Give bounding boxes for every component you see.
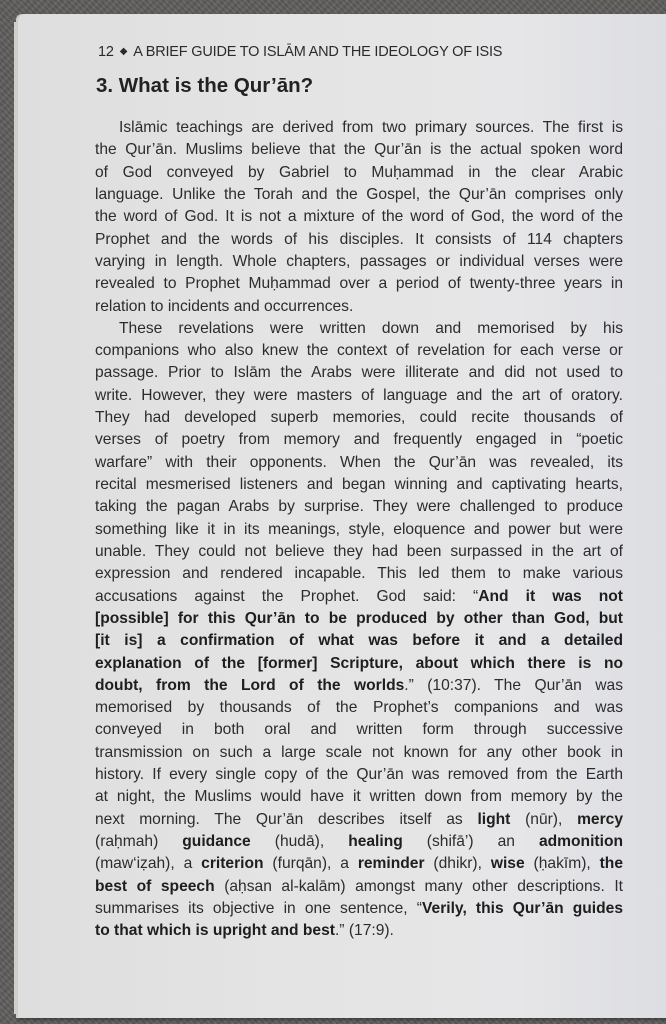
text-run: (nūr),: [510, 810, 578, 828]
text-line: [95, 675, 623, 697]
text-line: [95, 117, 623, 139]
section-title: 3. What is the Qur’ān?: [96, 74, 314, 97]
text-line: [95, 653, 623, 675]
text-line: [95, 697, 623, 719]
diamond-icon: ◆: [119, 46, 128, 57]
text-run: next morning. The Qur’ān describes itself as: [95, 810, 478, 828]
text-run: history. If every single copy of the Qur’ān was removed from the Earth: [95, 766, 623, 784]
text-run: (hudā),: [250, 833, 349, 850]
text-line: [95, 229, 623, 251]
text-run: .” (10:37). The Qur’ān was: [404, 676, 623, 694]
text-line: [95, 184, 623, 206]
bold-run: to that which is upright and best: [95, 922, 335, 940]
bold-run: admonition: [538, 833, 623, 850]
text-run: recital mesmerised listeners and began winning and captivating hearts,: [95, 476, 623, 493]
text-line: [95, 898, 623, 920]
text-line: [95, 630, 623, 652]
text-line: [95, 608, 623, 630]
text-run: something like it in its meanings, style, eloquence and power but were: [95, 520, 623, 538]
bold-run: criterion: [201, 855, 264, 873]
text-line: [95, 407, 623, 429]
bold-run: best of speech: [95, 877, 215, 895]
text-line: [95, 719, 623, 741]
text-run: varying in length. Whole chapters, passages or individual verses were: [95, 252, 623, 270]
text-run: (ḥakīm),: [524, 855, 600, 873]
bold-run: healing: [348, 833, 403, 850]
text-line: [95, 251, 623, 273]
text-run: (furqān), a: [263, 855, 358, 873]
text-run: (shifā’) an: [402, 833, 539, 850]
text-run: relation to incidents and occurrences.: [95, 297, 354, 315]
text-run: companions who also knew the context of revelation for each verse or: [95, 342, 623, 360]
text-line: [95, 429, 623, 451]
bold-run: [it is] a confirmation of what was before it and a detailed: [95, 632, 623, 650]
text-line: [95, 519, 623, 541]
text-run: (maw‘iẓah), a: [95, 855, 202, 873]
text-run: warfare” with their opponents. When the Qur’ān was revealed, its: [95, 453, 623, 471]
text-run: accusations against the Prophet. God said: “: [95, 587, 479, 605]
text-line: [95, 831, 623, 853]
bold-run: wise: [490, 855, 525, 873]
text-run: memorised by thousands of the Prophet’s companions and was: [95, 699, 623, 717]
text-line: [95, 318, 623, 340]
bold-run: explanation of the [former] Scripture, about which there is no: [95, 654, 623, 672]
text-run: (dhikr),: [424, 855, 491, 873]
text-run: unable. They could not believe they had been surpassed in the art of: [95, 542, 623, 560]
bold-run: [possible] for this Qur’ān to be produced by other than God, but: [95, 609, 623, 627]
text-run: conveyed in both oral and written form through successive: [95, 721, 623, 739]
text-run: Islāmic teachings are derived from two primary sources. The first is: [119, 119, 623, 136]
bold-run: Verily, this Qur’ān guides: [421, 899, 623, 917]
text-run: the Qur’ān. Muslims believe that the Qur’ān is the actual spoken word: [95, 141, 623, 159]
text-run: expression and rendered incapable. This led them to make various: [95, 565, 623, 583]
text-run: verses of poetry from memory and frequently engaged in “poetic: [95, 431, 623, 449]
text-line: [95, 206, 623, 228]
text-line: [95, 541, 623, 563]
text-run: (raḥmah): [95, 833, 183, 850]
text-run: revealed to Prophet Muḥammad over a period of twenty-three years in: [95, 275, 623, 293]
text-line: [95, 162, 623, 184]
book-title: A BRIEF GUIDE TO ISLĀM AND THE IDEOLOGY OF ISIS: [133, 44, 503, 60]
bold-run: doubt, from the Lord of the worlds: [95, 676, 405, 694]
bold-run: the: [599, 855, 623, 873]
bold-run: reminder: [357, 855, 425, 873]
text-line: [95, 742, 623, 764]
text-run: taking the pagan Arabs by surprise. They were challenged to produce: [95, 498, 623, 516]
text-line: [95, 139, 623, 161]
bold-run: light: [477, 810, 511, 828]
text-line: [95, 853, 623, 875]
body-text: [95, 117, 623, 943]
text-run: (aḥsan al-kalām) amongst many other descriptions. It: [214, 877, 623, 895]
bold-run: And it was not: [478, 587, 623, 605]
text-line: [95, 474, 623, 496]
text-line: [95, 809, 623, 831]
text-run: the word of God. It is not a mixture of the word of God, the word of the: [95, 208, 623, 226]
text-run: language. Unlike the Torah and the Gospel, the Qur’ān comprises only: [95, 185, 623, 203]
text-run: passage. Prior to Islām the Arabs were illiterate and did not used to: [95, 364, 623, 382]
paragraph: [95, 117, 623, 318]
text-line: [95, 452, 623, 474]
text-line: [95, 920, 623, 942]
text-line: [95, 496, 623, 518]
text-line: [95, 273, 623, 295]
text-line: [95, 764, 623, 786]
text-run: These revelations were written down and memorised by his: [119, 319, 623, 337]
text-line: [95, 786, 623, 808]
text-line: [95, 340, 623, 362]
text-run: summarises its objective in one sentence, “: [95, 899, 422, 917]
text-run: write. However, they were masters of language and the art of oratory.: [95, 386, 623, 404]
text-line: [95, 586, 623, 608]
running-header: [98, 44, 502, 60]
text-run: .” (17:9).: [334, 922, 394, 940]
text-run: Prophet and the words of his disciples. It consists of 114 chapters: [95, 230, 623, 248]
text-line: [95, 385, 623, 407]
text-run: They had developed superb memories, could recite thousands of: [95, 409, 623, 427]
text-line: [95, 296, 623, 318]
text-run: of God conveyed by Gabriel to Muḥammad in the clear Arabic: [95, 163, 623, 181]
bold-run: guidance: [182, 833, 251, 850]
text-line: [95, 876, 623, 898]
text-run: transmission on such a large scale not known for any other book in: [95, 743, 623, 761]
bold-run: mercy: [577, 810, 624, 828]
paragraph: [95, 318, 623, 943]
text-run: at night, the Muslims would have it written down from memory by the: [95, 788, 623, 806]
page-number: 12: [98, 44, 114, 60]
text-line: [95, 563, 623, 585]
text-line: [95, 362, 623, 384]
